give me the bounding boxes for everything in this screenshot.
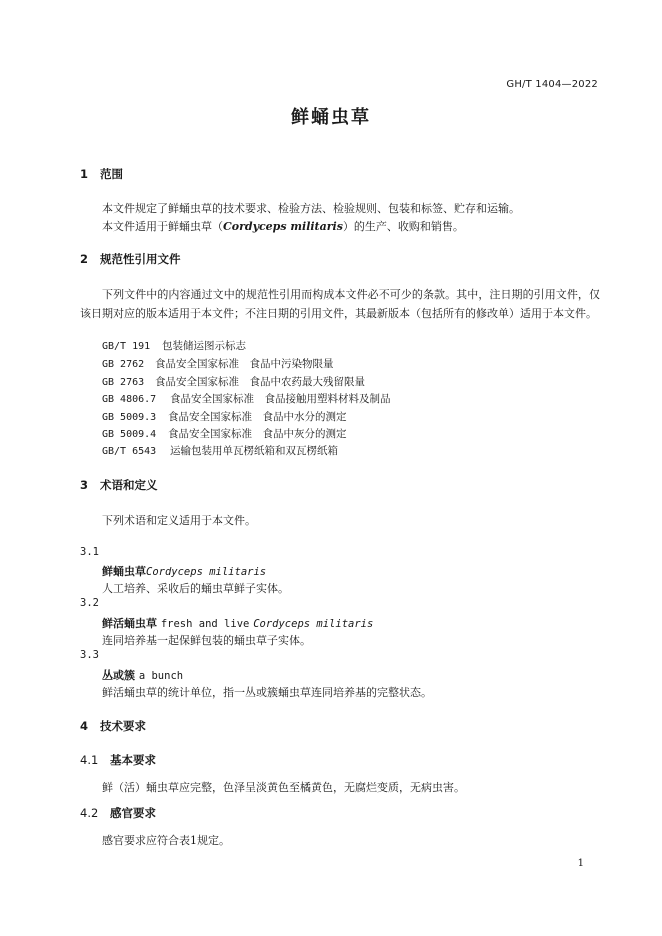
- scope-paragraph-2: [102, 218, 464, 234]
- reference-name: 食品安全国家标准 食品接触用塑料材料及制品: [170, 393, 391, 405]
- reference-code: GB 5009.3: [102, 412, 157, 423]
- reference-item: [102, 426, 347, 441]
- term-number: 3.1: [80, 546, 99, 558]
- term-english: a bunch: [138, 670, 184, 682]
- reference-code: GB 2762: [102, 359, 145, 370]
- latin-name: Cordyceps militaris: [223, 220, 343, 233]
- subsection-title: 感官要求: [110, 806, 156, 820]
- basic-requirements-text: 鲜（活）蛹虫草应完整，色泽呈淡黄色至橘黄色，无腐烂变质，无病虫害。: [102, 781, 465, 794]
- references-intro: 下列文件中的内容通过文中的规范性引用而构成本文件必不可少的条款。其中，注日期的引用文件，仅该日期对应的版本适用于本文件；不注日期的引用文件，其最新版本（包括所有的修改单）适用于本文件。: [80, 288, 600, 320]
- term-latin: Cordyceps militaris: [146, 566, 267, 578]
- term-chinese: 丛或簇: [102, 669, 135, 682]
- reference-name: 食品安全国家标准 食品中污染物限量: [155, 358, 334, 370]
- reference-name: 食品安全国家标准 食品中灰分的测定: [168, 428, 347, 440]
- section-2-heading: [80, 251, 181, 267]
- reference-name: 包装储运图示标志: [162, 340, 246, 352]
- term-chinese: 鲜活蛹虫草: [102, 617, 157, 630]
- subsection-title: 基本要求: [110, 753, 156, 767]
- document-title: 鲜蛹虫草: [291, 107, 371, 128]
- section-title: 术语和定义: [100, 478, 158, 492]
- section-4-heading: [80, 718, 146, 734]
- reference-name: 食品安全国家标准 食品中农药最大残留限量: [155, 376, 365, 388]
- reference-item: [102, 338, 246, 353]
- term-definition: 人工培养、采收后的蛹虫草鲜子实体。: [102, 582, 289, 595]
- reference-code: GB 2763: [102, 377, 145, 388]
- scope-text-b: ）的生产、收购和销售。: [342, 220, 464, 233]
- term-heading: [102, 667, 183, 683]
- reference-item: [102, 443, 338, 458]
- reference-name: 食品安全国家标准 食品中水分的测定: [168, 411, 347, 423]
- term-latin: Cordyceps militaris: [253, 618, 374, 630]
- reference-code: GB 5009.4: [102, 429, 157, 440]
- section-number: 4: [80, 719, 89, 733]
- reference-item: [102, 409, 347, 424]
- section-title: 技术要求: [100, 719, 146, 733]
- term-definition: 鲜活蛹虫草的统计单位，指一丛或簇蛹虫草连同培养基的完整状态。: [102, 686, 432, 699]
- term-definition: 连同培养基一起保鲜包装的蛹虫草子实体。: [102, 634, 311, 647]
- reference-name: 运输包装用单瓦楞纸箱和双瓦楞纸箱: [170, 445, 338, 457]
- term-number: 3.2: [80, 597, 99, 609]
- section-3-heading: [80, 477, 158, 493]
- term-number: 3.3: [80, 649, 99, 661]
- reference-code: GB/T 191: [102, 341, 151, 352]
- section-number: 2: [80, 252, 89, 266]
- subsection-number: 4.2: [80, 806, 99, 820]
- subsection-4-2-heading: [80, 805, 156, 821]
- subsection-4-1-heading: [80, 752, 156, 768]
- reference-code: GB 4806.7: [102, 394, 157, 405]
- sensory-requirements-text: 感官要求应符合表1规定。: [102, 834, 230, 847]
- standard-number: GH/T 1404—2022: [506, 79, 598, 90]
- reference-item: [102, 356, 334, 371]
- scope-paragraph-1: 本文件规定了鲜蛹虫草的技术要求、检验方法、检验规则、包装和标签、贮存和运输。: [102, 202, 520, 215]
- section-title: 规范性引用文件: [100, 252, 181, 266]
- term-chinese: 鲜蛹虫草: [102, 565, 146, 578]
- subsection-number: 4.1: [80, 753, 99, 767]
- section-1-heading: [80, 166, 123, 182]
- term-heading: [102, 615, 373, 631]
- reference-item: [102, 391, 391, 406]
- reference-item: [102, 374, 365, 389]
- terms-intro: 下列术语和定义适用于本文件。: [102, 514, 256, 527]
- term-heading: [102, 563, 266, 579]
- scope-text-a: 本文件适用于鲜蛹虫草（: [102, 220, 223, 233]
- section-number: 1: [80, 167, 89, 181]
- section-title: 范围: [100, 167, 123, 181]
- page-number: 1: [577, 858, 584, 869]
- section-number: 3: [80, 478, 89, 492]
- term-english: fresh and live: [160, 618, 250, 630]
- reference-code: GB/T 6543: [102, 446, 157, 457]
